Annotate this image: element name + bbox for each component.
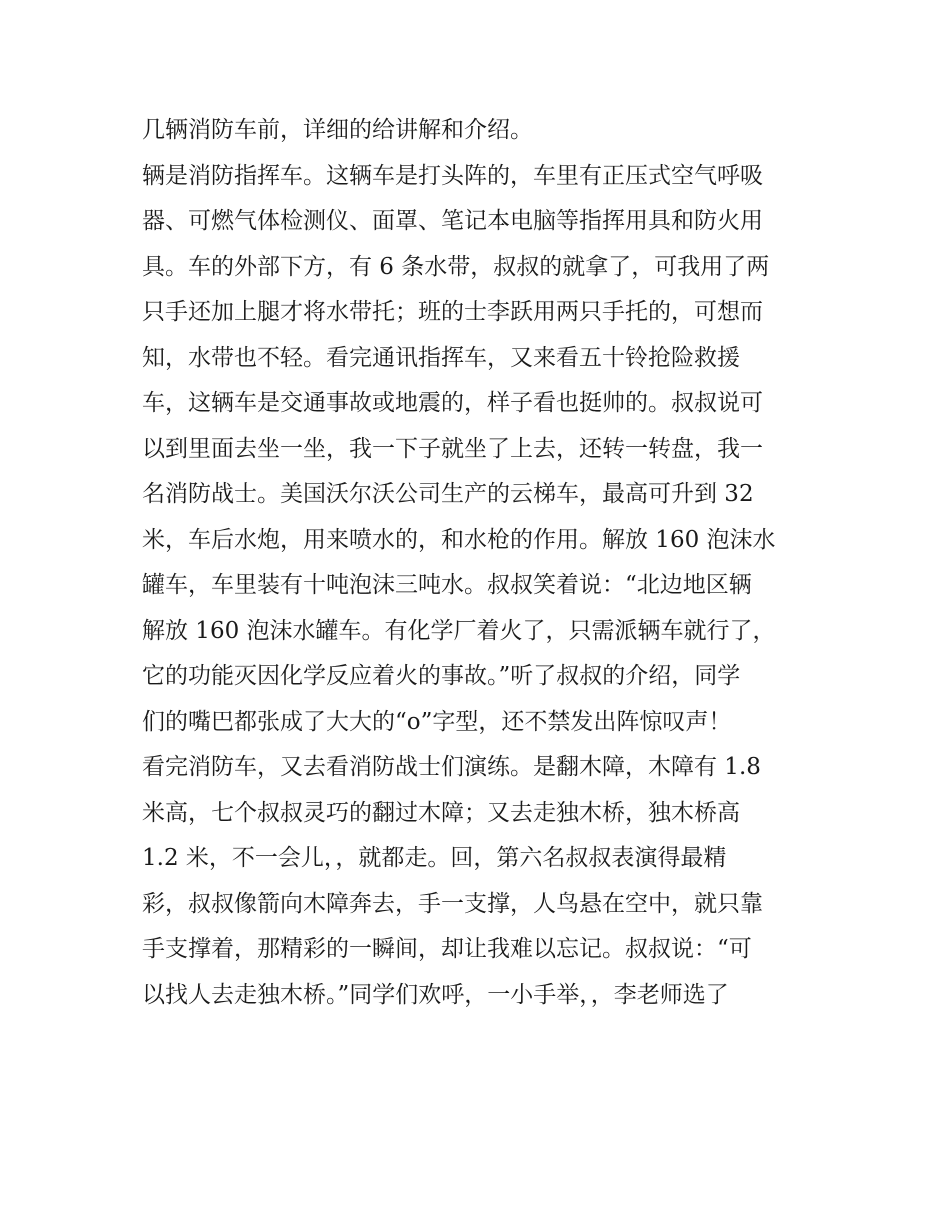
text-line: 手支撑着，那精彩的一瞬间，却让我难以忘记。叔叔说：“可 <box>142 936 752 962</box>
text-line: 具。车的外部下方，有 6 条水带，叔叔的就拿了，可我用了两 <box>142 253 770 280</box>
text-line: 看完消防车，又去看消防战士们演练。是翻木障，木障有 1.8 <box>142 754 761 780</box>
text-line: 米高，七个叔叔灵巧的翻过木障；又去走独木桥，独木桥高 <box>142 799 740 826</box>
text-line: 1.2 米，不一会儿，，就都走。回，第六名叔叔表演得最精 <box>142 845 727 871</box>
text-line: 们的嘴巴都张成了大大的“o”字型，还不禁发出阵惊叹声！ <box>142 708 732 735</box>
text-line: 只手还加上腿才将水带托；班的士李跃用两只手托的，可想而 <box>142 299 763 325</box>
text-line: 知，水带也不轻。看完通讯指挥车，又来看五十铃抢险救援 <box>142 344 740 371</box>
text-line: 辆是消防指挥车。这辆车是打头阵的，车里有正压式空气呼吸 <box>142 162 763 189</box>
text-line: 罐车，车里装有十吨泡沫三吨水。叔叔笑着说：“北边地区辆 <box>142 572 752 598</box>
document-body <box>142 108 822 1018</box>
text-line: 它的功能灭因化学反应着火的事故。”听了叔叔的介绍，同学 <box>142 663 741 689</box>
text-line: 名消防战士。美国沃尔沃公司生产的云梯车，最高可升到 32 <box>142 481 754 507</box>
text-line: 器、可燃气体检测仪、面罩、笔记本电脑等指挥用具和防火用 <box>142 208 763 234</box>
text-line: 彩，叔叔像箭向木障奔去，手一支撑，人鸟悬在空中，就只靠 <box>142 890 763 917</box>
text-line: 以到里面去坐一坐，我一下子就坐了上去，还转一转盘，我一 <box>142 435 763 462</box>
text-line: 解放 160 泡沫水罐车。有化学厂着火了，只需派辆车就行了， <box>142 617 776 644</box>
text-line: 以找人去走独木桥。”同学们欢呼，一小手举，，李老师选了 <box>142 981 729 1008</box>
text-line: 车，这辆车是交通事故或地震的，样子看也挺帅的。叔叔说可 <box>142 390 763 416</box>
text-line: 米，车后水炮，用来喷水的，和水枪的作用。解放 160 泡沫水 <box>142 526 776 553</box>
text-line: 几辆消防车前，详细的给讲解和介绍。 <box>142 117 533 143</box>
